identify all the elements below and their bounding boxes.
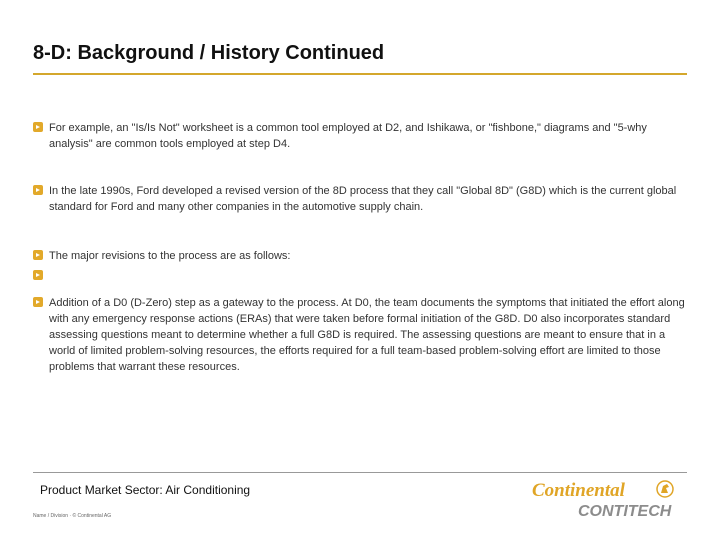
bullet-text: In the late 1990s, Ford developed a revised version of the 8D process that they call "Global 8D" (G8D) which is the current global standard for Ford and many other companies in the automotive supply chain. [49, 185, 677, 213]
logo-brand-text: Continental [532, 480, 625, 501]
horse-emblem-icon [657, 481, 673, 497]
bullet-text: Addition of a D0 (D-Zero) step as a gateway to the process. At D0, the team documents the symptoms that initiated the effort along with any emergency response actions (ERAs) that were taken before formal initiation of the G8D. D0 also incorporates standard assessing questions meant to determine whether a full G8D is required. The assessing questions are meant to ensure that in a world of limited problem-solving resources, the efforts required for a full team-based problem-solving effort are limited to those problems that warrant these resources. [49, 297, 685, 373]
title-divider [33, 73, 687, 75]
bullet-text: For example, an "Is/Is Not" worksheet is a common tool employed at D2, and Ishikawa, or "fishbone," diagrams and "5-why analysis" are common tools employed at step D4. [49, 122, 647, 150]
bullet-item [33, 248, 688, 264]
bullet-text: The major revisions to the process are as follows: [49, 250, 291, 262]
bullet-arrow-icon [33, 270, 43, 280]
bullet-arrow-icon [33, 297, 43, 307]
continental-contitech-logo [530, 478, 690, 520]
bullet-item [33, 295, 688, 375]
bullet-item [33, 120, 688, 152]
logo-division-text: CONTITECH [578, 503, 672, 520]
bullet-arrow-icon [33, 250, 43, 260]
bullet-arrow-icon [33, 122, 43, 132]
footer-divider [33, 472, 687, 473]
bullet-item [33, 183, 688, 215]
bullet-arrow-icon [33, 185, 43, 195]
bullet-item [33, 268, 688, 280]
footer-small-print: Name / Division · © Continental AG [33, 513, 112, 519]
footer-sector-label: Product Market Sector: Air Conditioning [40, 483, 251, 497]
page-title: 8-D: Background / History Continued [33, 42, 385, 64]
